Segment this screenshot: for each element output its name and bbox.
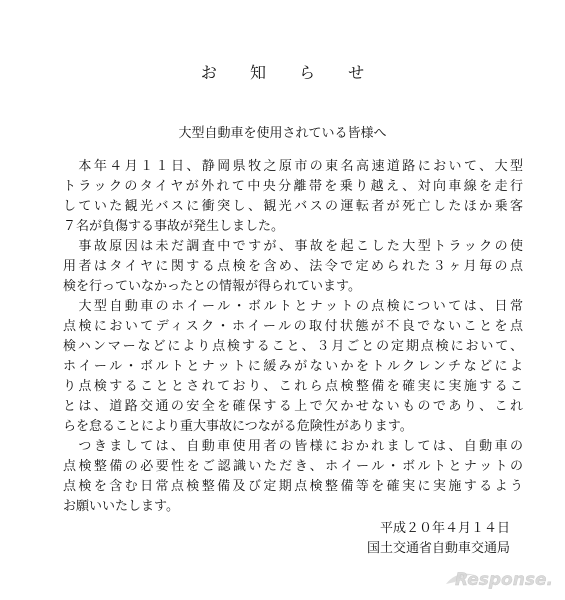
watermark-text: Response. — [455, 570, 553, 590]
body-line: 用者はタイヤに関する点検を含め、法令で定められた３ヶ月毎の点 — [63, 259, 523, 274]
body-line: トラックのタイヤが外れて中央分離帯を乗り越え、対向車線を走行 — [63, 179, 523, 194]
body-line: していた観光バスに衝突し、観光バスの運転者が死亡したほか乗客 — [63, 199, 523, 214]
body-line: ホイール・ボルトとナットに緩みがないかをトルクレンチなどによ — [63, 359, 523, 374]
body-line: 大型自動車のホイール・ボルトとナットの点検については、日常 — [63, 299, 523, 314]
notice-addressee: 大型自動車を使用されている皆様へ — [178, 126, 387, 141]
body-line: 本年４月１１日、静岡県牧之原市の東名高速道路において、大型 — [63, 159, 523, 174]
notice-issuer: 国土交通省自動車交通局 — [366, 541, 510, 556]
body-line: ７名が負傷する事故が発生しました。 — [63, 219, 285, 234]
response-watermark-logo — [443, 566, 555, 592]
notice-title: お 知 ら せ — [200, 63, 379, 82]
body-line: とは、道路交通の安全を確保する上で欠かせないものであり、これ — [63, 399, 523, 414]
body-line: つきましては、自動車使用者の皆様におかれましては、自動車の — [63, 439, 523, 454]
body-line: 点検整備の必要性をご認識いただき、ホイール・ボルトとナットの — [63, 459, 523, 474]
body-line: 事故原因は未だ調査中ですが、事故を起こした大型トラックの使 — [63, 239, 523, 254]
body-line: 点検を含む日常点検整備及び定期点検整備等を確実に実施するよう — [63, 479, 523, 494]
body-line: お願いいたします。 — [63, 499, 179, 514]
notice-date: 平成２０年４月１４日 — [379, 521, 510, 536]
notice-body — [63, 157, 523, 517]
body-line: 検を行っていなかったとの情報が得られています。 — [63, 279, 361, 294]
body-line: り点検することとされており、これら点検整備を確実に実施するこ — [63, 379, 523, 394]
notice-signature — [330, 519, 510, 559]
body-line: 点検においてディスク・ホイールの取付状態が不良でないことを点 — [63, 319, 523, 334]
body-line: 検ハンマーなどにより点検すること、３月ごとの定期点検において、 — [63, 339, 523, 354]
body-line: らを怠ることにより重大事故につながる危険性があります。 — [63, 419, 413, 434]
